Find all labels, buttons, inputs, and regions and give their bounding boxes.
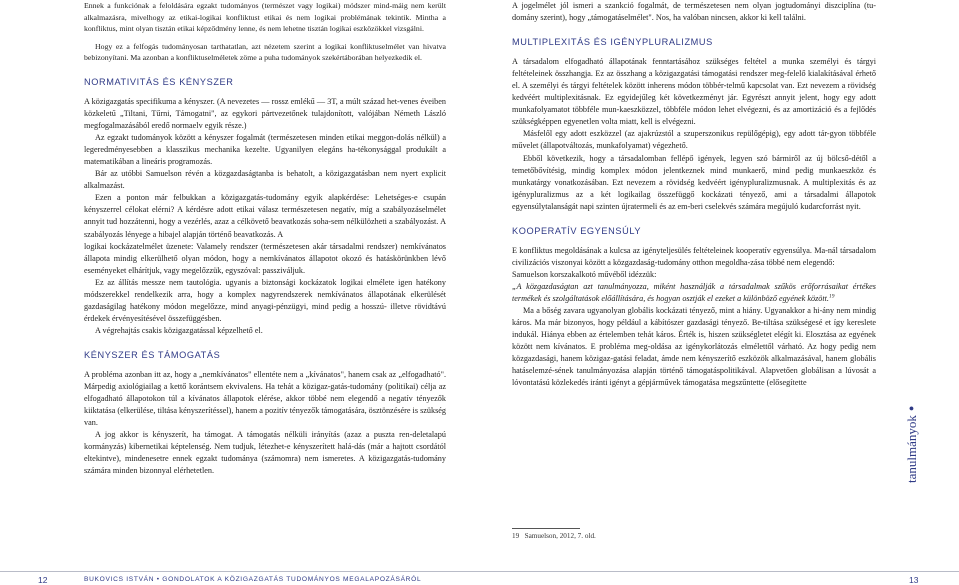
paragraph: A közigazgatás specifikuma a kényszer. (A nevezetes — rossz emlékű — 3T, a múlt század het-venes éveiben közkeletű „Tiltani, Tűrni, Támogatni", az egykori pártvezetőnek tulajdonított, valójában Németh László megfogalmazásából eredő normaelv egyik része.) <box>84 97 446 131</box>
paragraph: Hogy ez a felfogás tudományosan tarthatatlan, azt nézetem szerint a logikai konfliktuselmélet van hivatva bebizonyítani. Ma azonban a konfliktuselméletek zöme a puha tudományok szekértáborában helyezkedik el. <box>84 41 446 63</box>
paragraph: A jogelmélet jól ismeri a szankció fogalmát, de természetesen nem olyan jogtudományi diszciplína (tu-domány szerint), hogy „támogatáselmélet". Nos, ha valóban nincsen, akkor ki kell találni. <box>512 1 876 23</box>
right-column <box>512 0 876 389</box>
footnote <box>512 532 596 540</box>
section-heading: KOOPERATÍV EGYENSÚLY <box>512 225 642 236</box>
paragraph: Bár az utóbbi Samuelson révén a közgazdaságtanba is behatolt, a közigazgatásban nem nyert explicit alkalmazást. <box>84 169 446 191</box>
paragraph: Ez az állítás messze nem tautológia. ugyanis a biztonsági kockázatok logikai elmélete igen hatékony módszerekkel rendelkezik arra, hogy a komplex nagyrendszerek nemkívánatos állapotának elkerülését gazdaságilag hatékony módon megelőzze, mind anyagi-pénzügyi, mind pedig a hosszú- illetve rövidtávú érdekek érvényesítésével összefüggésben. <box>84 277 446 323</box>
bullet-icon: ● <box>906 405 916 412</box>
side-label-text: tanulmányok <box>904 415 919 483</box>
paragraph: logikai kockázatelmélet üzenete: Valamely rendszer (természetesen akár társadalmi rendszer) nemkívánatos állapota mindig elkerülhető olyan módon, hogy a nemkívánatos állapotot okozó és hatáskörünkben lévő eseményeket elhárítjuk, vagy megelőzzük, egyszóval: passziváljuk. <box>84 241 446 275</box>
footnote-rule <box>512 528 580 529</box>
paragraph: E konfliktus megoldásának a kulcsa az igényteljesülés feltételeinek kooperatív egyensúlya. Ma-nál társadalom civilizációs viszonyai között a közgazdaság-tudomány otthon megoldha-zása többé nem elegendő: <box>512 245 876 267</box>
paragraph: A társadalom elfogadható állapotának fenntartásához szükséges feltétel a munka személyi és tárgyi feltételeinek összhangja. Ez az összhang a közigazgatási támogatási rendszer meg-felelő kialakításával érhető el. A személyi és tárgyi feltételek között inherens módon többér-telmű kapcsolat van. Ezt nevezem a rövidség kedvéért multiplexitásnak. Ez egyidejűleg két következményt jár. Egyrészt annyit jelent, hogy egy adott munkafolyamatot többféle mun-kaeszközzel, többféle módon lehet elvégezni, és az amortizáció és a fejlődés szükségképpen egyenetlen volta miatt, kell is elvégezni. <box>512 57 876 127</box>
page-number-right: 13 <box>909 575 919 585</box>
section-heading: KÉNYSZER ÉS TÁMOGATÁS <box>84 349 221 360</box>
section-side-label <box>904 403 920 483</box>
page-number-left: 12 <box>38 575 48 585</box>
footnote-ref[interactable]: 19 <box>828 293 835 300</box>
block-quote <box>512 281 876 305</box>
footnote-number: 19 <box>512 532 520 540</box>
paragraph: A probléma azonban itt az, hogy a „nemkívánatos" ellentéte nem a „kívánatos", hanem csak az „elfogadható". Márpedig axiológiailag a kettő korántsem ekvivalens. Ha tehát a közigaz-gatás-tudomány (politikai) célja az elfogadható állapotokon túl a kívánatos állapotok elérése, akkor többé nem elegendő a negatív tényezők kiiktatása (elkerülése, tiltása kényszerítéssel), hanem a pozitív tényezők támogatására, ösztönzésére is szükség van. <box>84 370 446 428</box>
section-heading: NORMATIVITÁS ÉS KÉNYSZER <box>84 76 234 87</box>
quote-text: „A közgazdaságtan azt tanulmányozza, miként használják a társadalmak szűkös erőforrásaikat értékes termékek és szolgáltatások előállítására, és hogyan osztják el ezeket a különböző egyének között. <box>512 281 876 303</box>
footnote-text: Samuelson, 2012, 7. old. <box>524 532 596 540</box>
paragraph: Ezen a ponton már felbukkan a közigazgatás-tudomány egyik alapkérdése: Lehetséges-e csupán kényszerrel célokat elérni? A kérdésre adott etikai válasz természetesen negatív, míg a szabályozáselmélet annyit tud hozzátenni, hogy a vezérlés, azaz a célkövető beavatkozás soha-sem nélkülözheti a szabályozást. A szabályozás lényege a hibajel alapján történő beavatkozás. A <box>84 193 446 239</box>
paragraph: Az egzakt tudományok között a kényszer fogalmát (természetesen minden etikai meggon-dolás nélkül) a legeredményesebben a klasszikus mechanika kezelte. Ugyanilyen elegáns ha-tékonysággal produkált a matematikában a lineáris programozás. <box>84 133 446 167</box>
footer-rule <box>0 571 959 572</box>
paragraph: Samuelson korszakalkotó művéből idézzük: <box>512 269 657 279</box>
paragraph: A végrehajtás csakis közigazgatással képzelhető el. <box>95 325 263 335</box>
section-heading: MULTIPLEXITÁS ÉS IGÉNYPLURALIZMUS <box>512 37 713 48</box>
paragraph: Másfelől egy adott eszközzel (az ajakrúzstól a szuperszonikus repülőgépig), egy adott tár-gyon többféle művelet (állapotváltozás, munkafolyamat) végezhető. <box>512 129 876 151</box>
left-column <box>84 0 446 477</box>
paragraph: Ennek a funkciónak a feloldására egzakt tudományos (természet vagy logikai) módszer mind-máig nem került alkalmazásra, mivelhogy az etikai-logikai konfliktust etikai és nem logikai problémának tekintik. Mintha a konfliktus, mint olyan tisztán etikai képződmény lenne, és nem lehetne tisztán logikai eszközökkel vizsgálni. <box>84 1 446 34</box>
paragraph: A jog akkor is kényszerít, ha támogat. A támogatás nélküli irányítás (azaz a puszta ren-deletalapú kormányzás) kibernetikai képtelenség. Nem tudjuk, létezhet-e kényszerített halá-dás (már a hajtott csordától eltekintve), mindenesetre ennek egzakt tudománya (számomra) nem ismeretes. A közigazgatás-tudomány számára minden bizonnyal elérhetetlen. <box>84 430 446 476</box>
paragraph: Ebből következik, hogy a társadalomban fellépő igények, legyen szó bármiről az új bölcső-détől a temetőbővítésig, mindig komplex módon jelentkeznek mind munkaerő, mind pedig munkaeszköz és munkatárgy vonatkozásában. Ezt nevezem a rövidség kedvéért igénypluralizmusnak. A multiplexitás és az igénypluralizmus az a két logikailag összefüggő kockázati tényező, ami a társadalmi állapotok egyensúlytalanságát napi szinten újratermeli és az em-beri cselekvés számára megújuló kudarcforrást nyit. <box>512 153 876 211</box>
paragraph: Ma a bőség zavara ugyanolyan globális kockázati tényező, mint a hiány. Ugyanakkor a hi-ány nem mindig káros. Ma már bizonyos, hogy például a kábítószer gazdasági tényező. Be-tiltása szükségesé et így kereslete indukál. Hiánya ebben az értelemben tehát káros. Érték is, hiszen szükségletet elégít ki. Elosztása az egyének között nem kívánatos. E probléma meg-oldása az igénykorlátozás elmélettől várható. Az hogy pedig nem közgazdasági, hanem közigaz-gatási feladat, ámde nem kényszerítő eszközök alkalmazásával, hanem globális hatáselemzé-sének tanulmányozása alapján történő támogatáspolitikával. Alapvetően globálisan a lúvosát a lóvontatású közlekedés iránti igényt a gépjárművek támogatása megszűntette (elősegítette <box>512 306 876 388</box>
running-head: BUKOVICS ISTVÁN • GONDOLATOK A KÖZIGAZGATÁS TUDOMÁNYOS MEGALAPOZÁSÁRÓL <box>84 576 422 583</box>
